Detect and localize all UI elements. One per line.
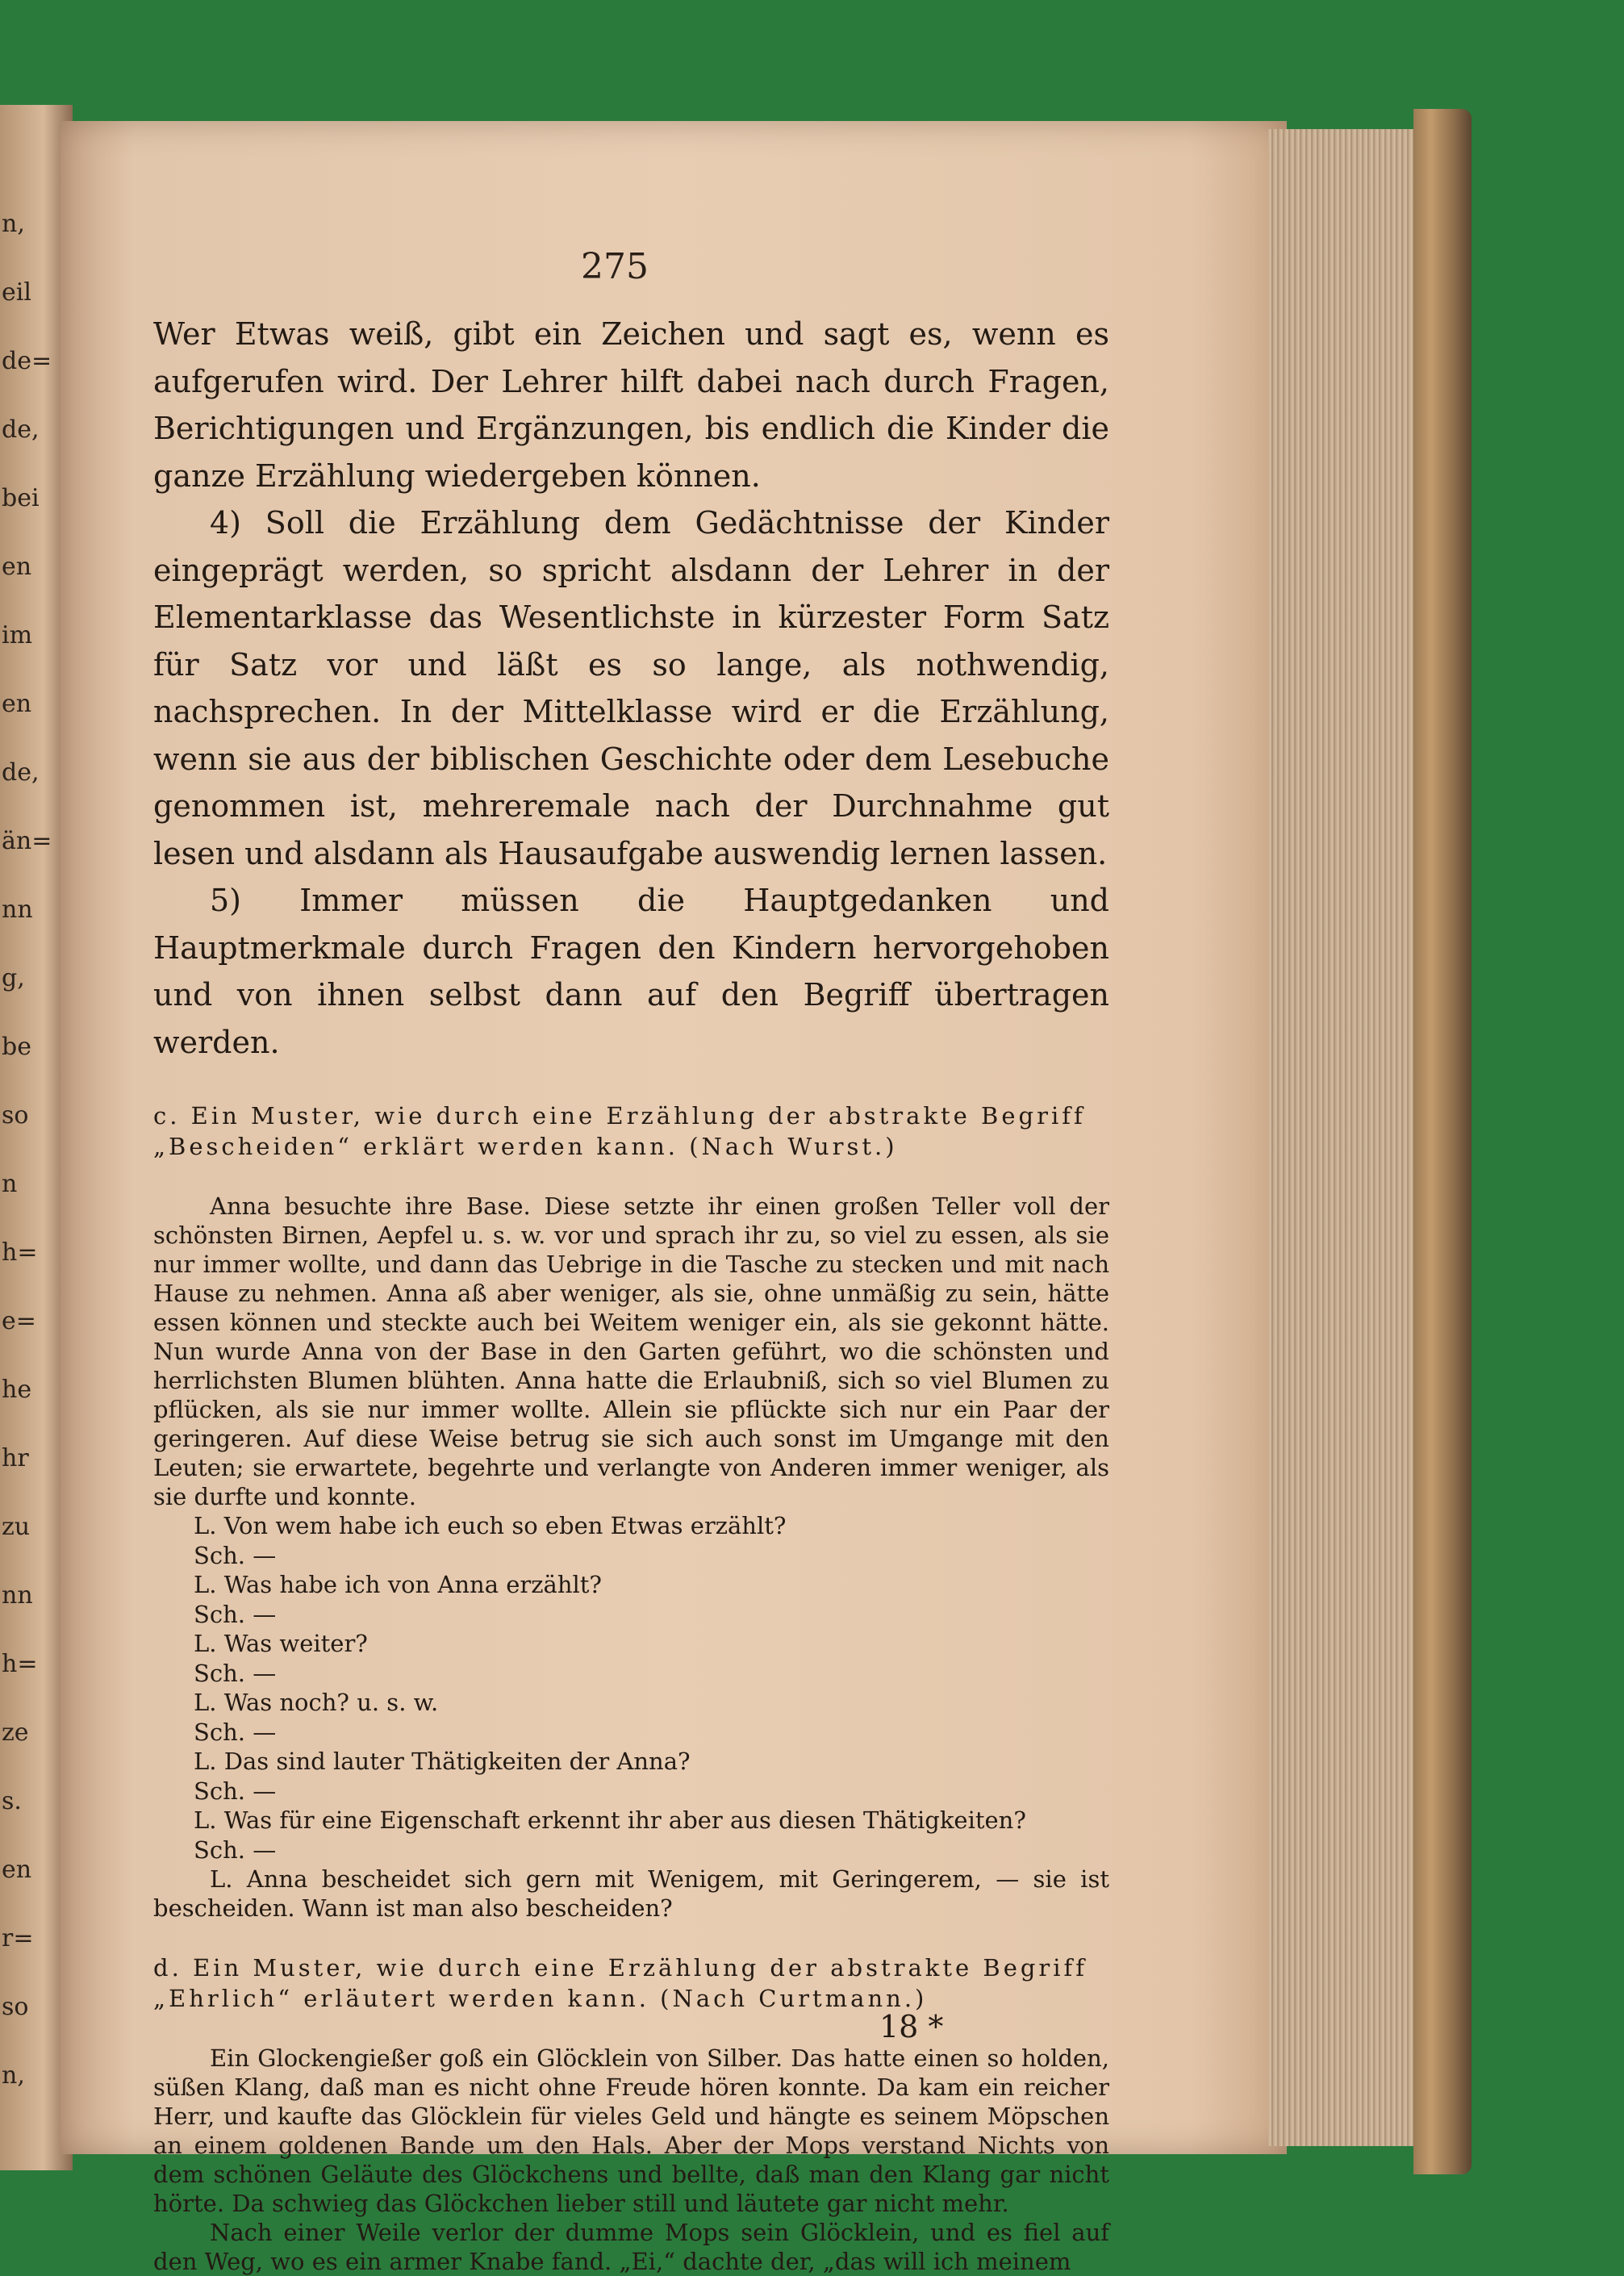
- dialog-line: Sch. —: [194, 1835, 277, 1864]
- left-margin-fragment: en: [2, 553, 32, 581]
- left-margin-fragment: de,: [2, 758, 40, 787]
- section-c-heading: c. Ein Muster, wie durch eine Erzählung der abstrakte Begriff „Bescheiden“ erklärt werden kann. (Nach Wurst.): [153, 1102, 1086, 1160]
- left-margin-fragment: s.: [2, 1787, 22, 1815]
- left-margin-fragment: e=: [2, 1307, 36, 1335]
- left-margin-fragment: be: [2, 1033, 31, 1061]
- left-margin-fragment: so: [2, 1101, 29, 1130]
- paragraph-1: Wer Etwas weiß, gibt ein Zeichen und sagt es, wenn es aufgerufen wird. Der Lehrer hilft dabei nach durch Fragen, Berichtigungen und Ergänzungen, bis endlich die Kinder die ganze Erzählung wiedergeben können.: [153, 316, 1109, 494]
- dialog-line: Sch. —: [194, 1659, 277, 1687]
- section-d-story-wrap: [153, 2044, 1109, 2276]
- dialog-line: L. Was weiter?: [194, 1630, 368, 1657]
- section-c-story: Anna besuchte ihre Base. Diese setzte ihr einen großen Teller voll der schönsten Birnen, Aepfel u. s. w. vor und sprach ihr zu, so viel zu essen, als sie nur immer wollte, und dann das Uebrige in die Tasche zu stecken und mit nach Hause zu nehmen. Anna aß aber weniger, als sie, ohne unmäßig zu sein, hätte essen können und steckte auch bei Weitem weniger ein, als sie gekonnt hätte. Nun wurde Anna von der Base in den Garten geführt, wo die schönsten und herrlichsten Blumen blühten. Anna hatte die Erlaubniß, sich so viel Blumen zu pflücken, als sie nur immer wollte. Allein sie pflückte sich nur ein Paar der geringeren. Auf diese Weise betrug sie sich auch sonst im Umgange mit den Leuten; sie erwartete, begehrte und verlangte von Anderen immer weniger, als sie durfte und konnte.: [153, 1192, 1109, 1510]
- dialog-line: Sch. —: [194, 1600, 277, 1628]
- main-paragraphs: [153, 311, 1109, 1066]
- text-block: [153, 311, 1109, 2276]
- left-margin-fragment: im: [2, 621, 33, 649]
- left-margin-fragment: he: [2, 1376, 32, 1404]
- left-margin-fragment: n: [2, 1170, 18, 1198]
- section-d-story-1: Ein Glockengießer goß ein Glöcklein von Silber. Das hatte einen so holden, süßen Klang, daß man es nicht ohne Freude hören konnte. Da kam ein reicher Herr, und kaufte das Glöcklein für vieles Geld und hängte es seinem Möpschen an einem goldenen Bande um den Hals. Aber der Mops verstand Nichts von dem schönen Geläute des Glöckchens und bellte, daß man den Klang gar nicht hörte. Da schwieg das Glöckchen lieber still und läutete gar nicht mehr.: [153, 2044, 1109, 2217]
- left-margin-fragment: ze: [2, 1718, 29, 1747]
- paragraph-3: 5) Immer müssen die Hauptgedanken und Hauptmerkmale durch Fragen den Kindern hervorgehoben und von ihnen selbst dann auf den Begriff übertragen werden.: [153, 883, 1109, 1060]
- section-d-story-2: Nach einer Weile verlor der dumme Mops sein Glöcklein, und es fiel auf den Weg, wo es ein armer Knabe fand. „Ei,“ dachte der, „das will ich meinem: [153, 2219, 1109, 2275]
- dialog-line: L. Was für eine Eigenschaft erkennt ihr aber aus diesen Thätigkeiten?: [194, 1806, 1026, 1834]
- left-margin-fragment: nn: [2, 896, 33, 924]
- section-d-heading-wrap: [153, 1952, 1109, 2014]
- left-margin-fragment: zu: [2, 1513, 31, 1541]
- paragraph-2: 4) Soll die Erzählung dem Gedächtnisse der Kinder eingeprägt werden, so spricht alsdann der Lehrer in der Elementarklasse das Wesentlichste in kürzester Form Satz für Satz vor und läßt es so lange, als nothwendig, nachsprechen. In der Mittelklasse wird er die Erzählung, wenn sie aus der biblischen Geschichte oder dem Lesebuche genommen ist, mehreremale nach der Durchnahme gut lesen und alsdann als Hausaufgabe auswendig lernen lassen.: [153, 505, 1109, 871]
- section-c-closing: L. Anna bescheidet sich gern mit Wenigem, mit Geringerem, — sie ist bescheiden. Wann ist man also bescheiden?: [153, 1865, 1109, 1922]
- section-c-closing-wrap: [153, 1865, 1109, 1923]
- left-margin-fragment: h=: [2, 1650, 38, 1678]
- left-margin-fragment: so: [2, 1993, 29, 2021]
- dialog-line: L. Von wem habe ich euch so eben Etwas erzählt?: [194, 1512, 787, 1539]
- dialog-line: L. Das sind lauter Thätigkeiten der Anna?: [194, 1748, 691, 1775]
- left-margin-fragment: n,: [2, 2061, 25, 2090]
- section-d-heading: d. Ein Muster, wie durch eine Erzählung der abstrakte Begriff „Ehrlich“ erläutert werden kann. (Nach Curtmann.): [153, 1954, 1088, 2012]
- left-margin-fragment: hr: [2, 1444, 29, 1472]
- left-margin-fragment: bei: [2, 484, 40, 512]
- left-margin-fragment: n,: [2, 210, 25, 238]
- dialog-line: Sch. —: [194, 1777, 277, 1805]
- left-margin-fragment: de,: [2, 416, 40, 444]
- book-cover: [1413, 109, 1472, 2174]
- dialog-line: L. Was habe ich von Anna erzählt?: [194, 1571, 602, 1598]
- dialog-line: L. Was noch? u. s. w.: [194, 1689, 439, 1716]
- left-margin-fragment: g,: [2, 964, 25, 992]
- left-margin-fragment: än=: [2, 827, 52, 855]
- left-margin-fragment: de=: [2, 347, 52, 375]
- section-c-dialog: [153, 1511, 1109, 1865]
- left-margin-fragment: en: [2, 690, 32, 718]
- signature-mark: 18 *: [879, 2009, 944, 2044]
- dialog-line: Sch. —: [194, 1718, 277, 1746]
- page-edges: [1268, 129, 1417, 2146]
- left-margin-fragment: r=: [2, 1924, 34, 1952]
- left-margin-fragment: h=: [2, 1238, 38, 1267]
- left-margin-fragment: eil: [2, 278, 31, 307]
- left-margin-fragment: nn: [2, 1581, 33, 1610]
- page-number: 275: [581, 246, 649, 287]
- section-c-story-wrap: [153, 1192, 1109, 1511]
- dialog-line: Sch. —: [194, 1541, 277, 1569]
- section-c-heading-wrap: [153, 1100, 1109, 1162]
- left-margin-fragment: en: [2, 1856, 32, 1884]
